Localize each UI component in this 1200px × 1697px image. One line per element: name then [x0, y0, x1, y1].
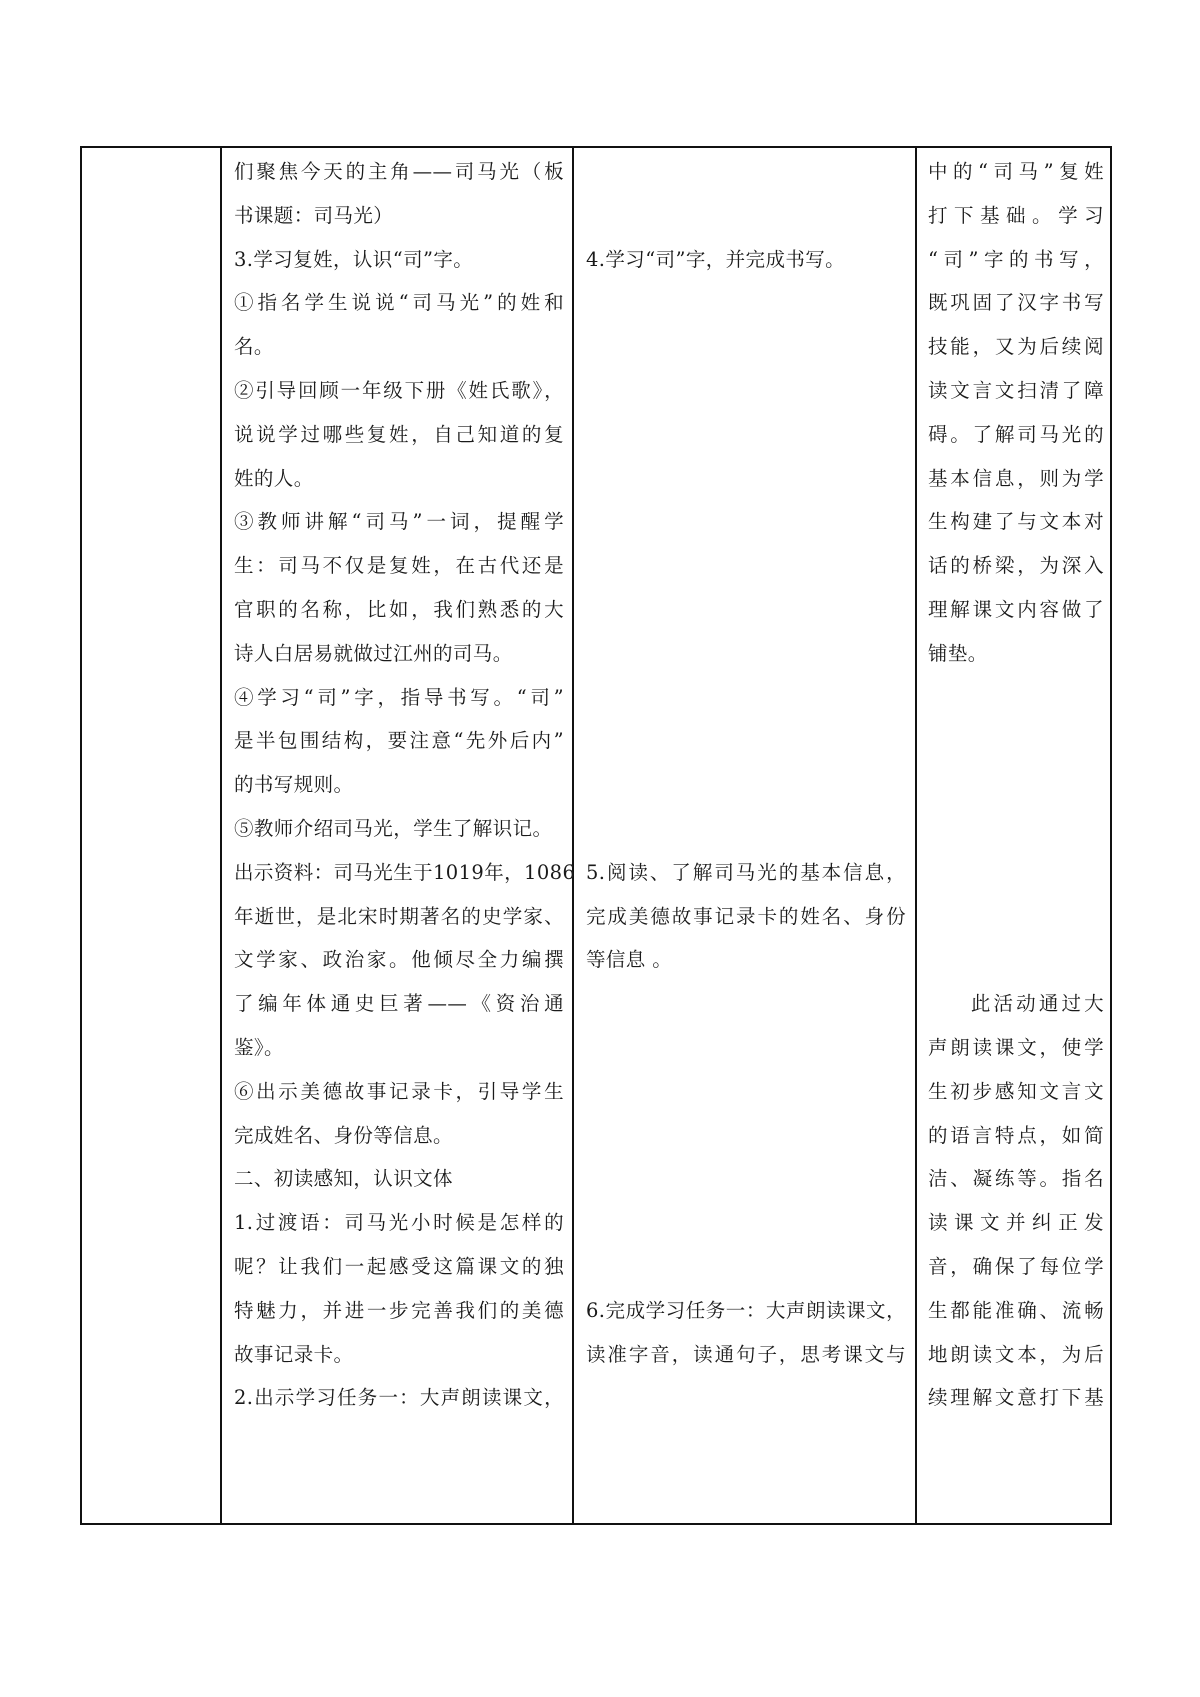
text-line: 呢？让我们一起感受这篇课文的独 [234, 1255, 564, 1278]
text-line: 完成美德故事记录卡的姓名、身份 [586, 904, 906, 928]
text-line: 生构建了与文本对 [928, 510, 1104, 534]
student-activity-text [574, 148, 915, 1523]
text-line: 诗人白居易就做过江州的司马。 [234, 641, 513, 665]
text-line: 洁、凝练等。指名 [928, 1167, 1104, 1191]
text-line: 生都能准确、流畅 [928, 1298, 1104, 1322]
text-line: 特魅力，并进一步完善我们的美德 [234, 1298, 564, 1322]
text-line: 读准字音，读通句子，思考课文与 [586, 1342, 906, 1366]
text-line: 二、初读感知，认识文体 [234, 1167, 453, 1191]
text-line: 是半包围结构，要注意“先外后内” [234, 729, 564, 753]
text-line: 名。 [234, 335, 274, 359]
text-line: 声朗读课文，使学 [928, 1036, 1104, 1059]
text-line: ⑥出示美德故事记录卡，引导学生 [234, 1079, 564, 1103]
text-line: 书课题：司马光） [234, 203, 394, 227]
student-activity-cell [573, 147, 916, 1524]
design-intent-cell [916, 147, 1111, 1524]
text-line: 5.阅读、了解司马光的基本信息， [586, 860, 906, 884]
text-line: 话的桥梁，为深入 [928, 554, 1104, 578]
text-line: ⑤教师介绍司马光，学生了解识记。 [234, 817, 553, 840]
text-line: 音，确保了每位学 [928, 1255, 1104, 1278]
stage-cell-content [82, 148, 220, 1523]
text-line: 读文言文扫清了障 [928, 379, 1104, 402]
text-line: 基本信息，则为学 [928, 466, 1104, 490]
text-line: 6.完成学习任务一：大声朗读课文， [586, 1298, 906, 1322]
text-line: 完成姓名、身份等信息。 [234, 1123, 453, 1147]
text-line: ①指名学生说说“司马光”的姓和 [234, 291, 564, 315]
text-line: ④学习“司”字，指导书写。“司” [234, 685, 564, 709]
text-line: 技能，又为后续阅 [928, 335, 1104, 359]
text-line: 3.学习复姓，认识“司”字。 [234, 247, 474, 271]
text-line: 理解课文内容做了 [928, 598, 1104, 621]
table-row [81, 147, 1111, 1524]
text-line: 打下基础。学习 [928, 203, 1104, 227]
text-line: 年逝世，是北宋时期著名的史学家、 [234, 904, 564, 928]
text-line: 地朗读文本，为后 [928, 1342, 1104, 1366]
text-line: 鉴》。 [234, 1036, 284, 1059]
text-line: 此活动通过大 [970, 992, 1104, 1016]
text-line: 故事记录卡。 [234, 1342, 354, 1366]
text-line: 说说学过哪些复姓，自己知道的复 [234, 422, 564, 446]
text-line: 文学家、政治家。他倾尽全力编撰 [234, 948, 564, 972]
text-line: 中的“司马”复姓 [928, 160, 1104, 183]
text-line: ③教师讲解“司马”一词，提醒学 [234, 510, 564, 534]
text-line: 2.出示学习任务一：大声朗读课文， [234, 1386, 564, 1410]
text-line: 等信息 。 [586, 948, 673, 972]
text-line: ②引导回顾一年级下册《姓氏歌》， [234, 379, 564, 402]
text-line: 生初步感知文言文 [928, 1079, 1104, 1103]
text-line: 了编年体通史巨著——《资治通 [234, 992, 564, 1016]
text-line: 的语言特点，如简 [928, 1123, 1104, 1147]
text-line: 碍。了解司马光的 [928, 422, 1104, 446]
text-line: 的书写规则。 [234, 773, 354, 797]
lesson-plan-table [80, 146, 1112, 1525]
text-line: 读课文并纠正发 [928, 1211, 1104, 1235]
teacher-activity-cell [221, 147, 576, 1524]
design-intent-text [917, 148, 1110, 1523]
text-line: 续理解文意打下基 [928, 1386, 1104, 1410]
teacher-activity-text [222, 148, 576, 1523]
text-line: 姓的人。 [234, 466, 314, 490]
text-line: 出示资料：司马光生于1019年，1086 [234, 860, 576, 884]
text-line: “司”字的书写， [928, 247, 1104, 271]
text-line: 官职的名称，比如，我们熟悉的大 [234, 598, 564, 621]
text-line: 生：司马不仅是复姓，在古代还是 [234, 554, 564, 578]
text-line: 既巩固了汉字书写 [928, 291, 1104, 315]
text-line: 们聚焦今天的主角——司马光（板 [234, 160, 564, 183]
text-line: 铺垫。 [928, 641, 988, 665]
text-line: 4.学习“司”字，并完成书写。 [586, 247, 846, 271]
text-line: 1.过渡语：司马光小时候是怎样的 [234, 1211, 564, 1235]
stage-cell [81, 147, 221, 1524]
